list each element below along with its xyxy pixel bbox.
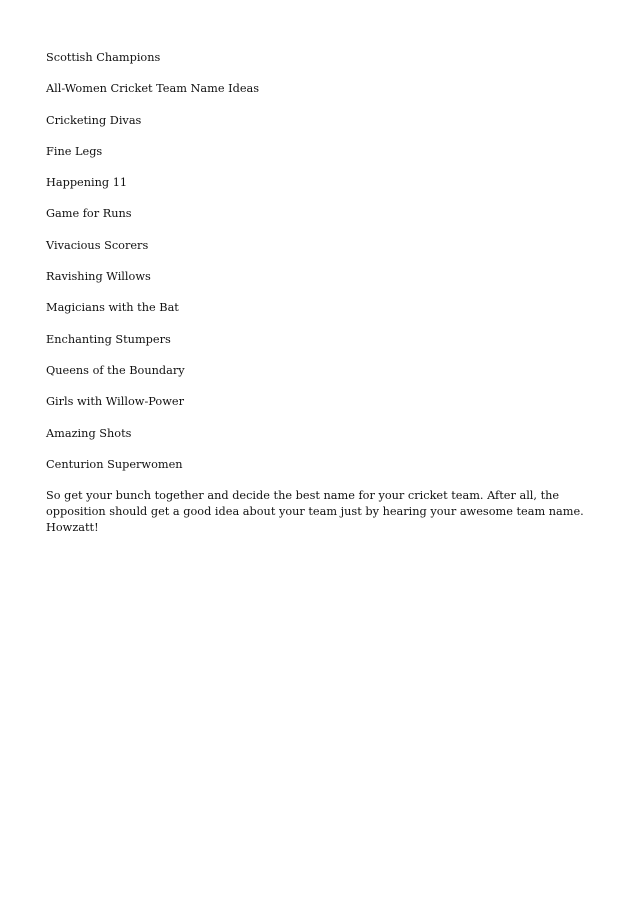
team-name-item: Magicians with the Bat	[46, 301, 179, 315]
closing-paragraph: So get your bunch together and decide the best name for your cricket team. After all, the opposition should get a good idea about your team just by hearing your awesome team name. Howzatt!	[46, 489, 584, 535]
team-name-item: Cricketing Divas	[46, 113, 142, 127]
team-name-item: Centurion Superwomen	[46, 457, 183, 471]
team-name-item: Fine Legs	[46, 144, 103, 158]
document-content	[46, 50, 606, 536]
team-name-item: Happening 11	[46, 176, 128, 190]
team-name-item: Queens of the Boundary	[46, 363, 185, 377]
team-name-item: Vivacious Scorers	[46, 238, 149, 252]
section-heading: All-Women Cricket Team Name Ideas	[46, 82, 260, 96]
team-name-item: Girls with Willow-Power	[46, 395, 184, 409]
team-name-item: Ravishing Willows	[46, 270, 151, 284]
team-name-item: Game for Runs	[46, 207, 132, 221]
team-name-item: Scottish Champions	[46, 51, 161, 64]
team-name-item: Enchanting Stumpers	[46, 332, 171, 346]
team-name-item: Amazing Shots	[46, 426, 132, 440]
